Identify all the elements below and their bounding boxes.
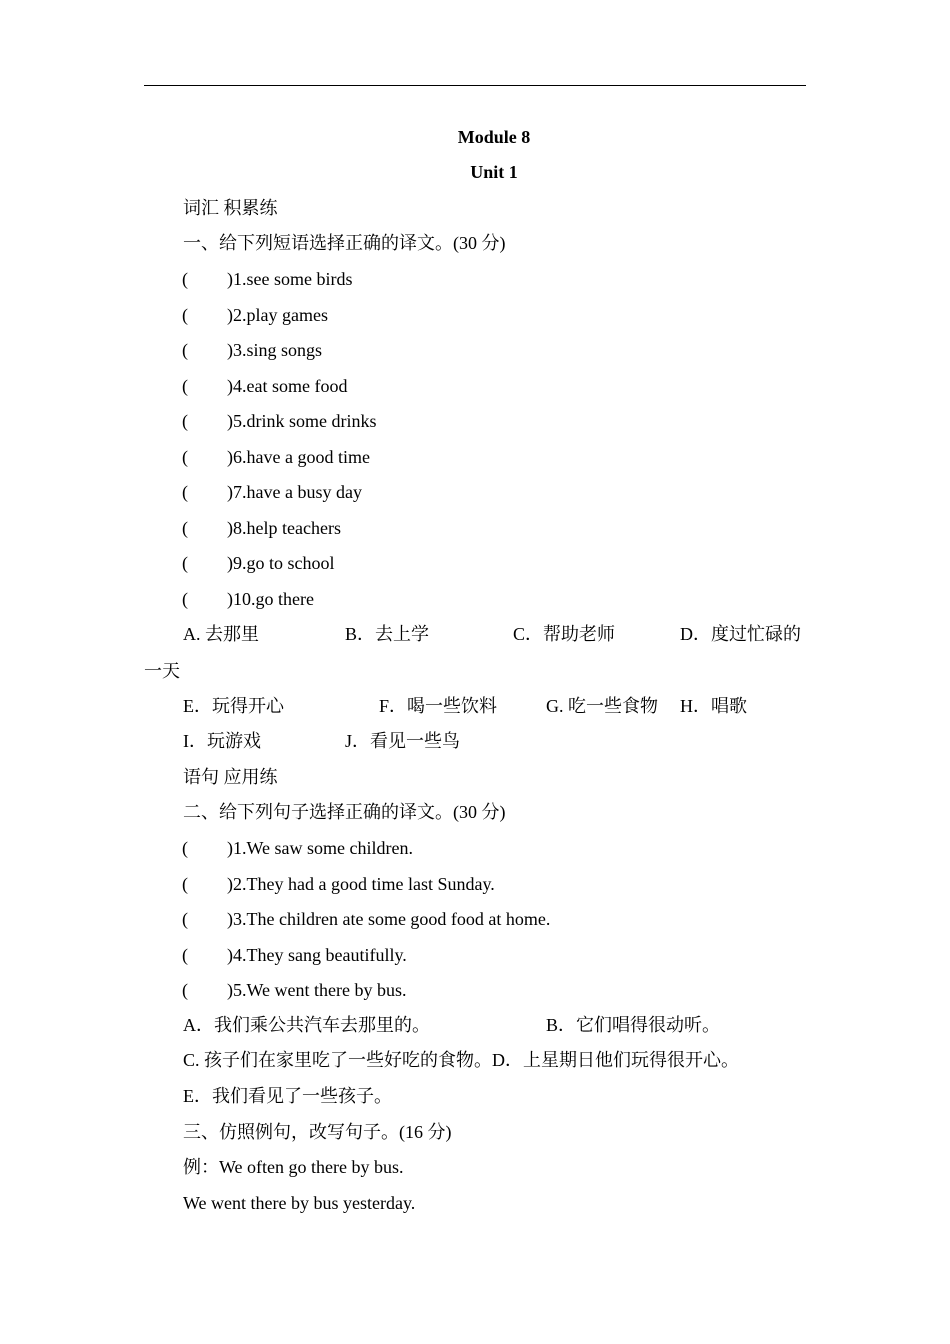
s1-option-j: J．看见一些鸟 (345, 731, 461, 751)
s1-option-d: D．度过忙碌的 (680, 624, 801, 644)
s1-option-g: G. 吃一些食物 (546, 696, 658, 716)
answer-blank[interactable]: ( (182, 517, 188, 538)
answer-blank[interactable]: ( (182, 482, 188, 502)
answer-blank[interactable]: ( (182, 944, 188, 965)
section2-item-text: 4.They sang beautifully. (233, 944, 407, 965)
section1-item (182, 445, 370, 469)
s1-option-d-cont: 一天 (144, 661, 180, 681)
section3-example: 例：We often go there by bus. (183, 1157, 404, 1177)
section1-item-text: 7.have a busy day (233, 482, 362, 502)
answer-blank[interactable]: ( (182, 375, 188, 396)
section2-title: 二、给下列句子选择正确的译文。(30 分) (183, 802, 506, 822)
answer-blank-close: ) (227, 269, 233, 289)
section1-item-text: 8.help teachers (233, 517, 341, 538)
answer-blank[interactable]: ( (182, 553, 188, 573)
section1-item (182, 338, 322, 362)
section2-item-text: 3.The children ate some good food at home. (233, 909, 551, 929)
unit-title: Unit 1 (470, 162, 518, 182)
answer-blank-close: ) (227, 446, 233, 467)
section1-item-text: 6.have a good time (233, 446, 370, 467)
s2-option-cd: C. 孩子们在家里吃了一些好吃的食物。D．上星期日他们玩得很开心。 (183, 1050, 740, 1070)
section1-item (182, 267, 352, 291)
section1-category: 词汇 积累练 (183, 198, 278, 218)
section2-item (182, 836, 413, 860)
answer-blank[interactable]: ( (182, 446, 188, 467)
s2-option-e: E．我们看见了一些孩子。 (183, 1086, 392, 1106)
s1-option-e: E．玩得开心 (183, 696, 284, 716)
s1-option-i: I．玩游戏 (183, 731, 261, 751)
answer-blank-close: ) (227, 304, 233, 325)
section1-title: 一、给下列短语选择正确的译文。(30 分) (183, 233, 506, 253)
answer-blank[interactable]: ( (182, 269, 188, 289)
module-title: Module 8 (457, 127, 531, 147)
answer-blank-close: ) (227, 482, 233, 502)
answer-blank-close: ) (227, 517, 233, 538)
top-rule (144, 85, 806, 86)
section3-title: 三、仿照例句，改写句子。(16 分) (183, 1122, 452, 1142)
s1-option-a: A. 去那里 (183, 624, 259, 644)
answer-blank[interactable]: ( (182, 980, 188, 1000)
section2-item (182, 943, 407, 967)
answer-blank-close: ) (227, 873, 233, 894)
answer-blank-close: ) (227, 944, 233, 965)
section2-item (182, 978, 407, 1002)
answer-blank-close: ) (227, 588, 233, 609)
section1-item-text: 5.drink some drinks (233, 411, 377, 431)
s2-option-b: B．它们唱得很动听。 (546, 1015, 721, 1035)
answer-blank-close: ) (227, 838, 233, 858)
section1-item (182, 551, 335, 575)
answer-blank-close: ) (227, 909, 233, 929)
answer-blank[interactable]: ( (182, 411, 188, 431)
answer-blank-close: ) (227, 980, 233, 1000)
section1-item (182, 303, 328, 327)
section1-item-text: 10.go there (233, 588, 314, 609)
answer-blank[interactable]: ( (182, 873, 188, 894)
section1-item-text: 1.see some birds (233, 269, 353, 289)
section2-item-text: 5.We went there by bus. (233, 980, 407, 1000)
s2-option-a: A．我们乘公共汽车去那里的。 (183, 1015, 430, 1035)
s1-option-b: B．去上学 (345, 624, 430, 644)
s1-option-c: C．帮助老师 (513, 624, 616, 644)
answer-blank[interactable]: ( (182, 340, 188, 360)
section1-item (182, 516, 341, 540)
section1-item-text: 9.go to school (233, 553, 335, 573)
answer-blank[interactable]: ( (182, 909, 188, 929)
section2-item (182, 872, 495, 896)
section1-item (182, 409, 377, 433)
answer-blank-close: ) (227, 340, 233, 360)
answer-blank[interactable]: ( (182, 838, 188, 858)
section1-item (182, 587, 314, 611)
answer-blank-close: ) (227, 375, 233, 396)
section1-item-text: 4.eat some food (233, 375, 348, 396)
section2-category: 语句 应用练 (183, 767, 278, 787)
section1-item-text: 3.sing songs (233, 340, 323, 360)
section1-item-text: 2.play games (233, 304, 328, 325)
section1-item (182, 480, 362, 504)
section2-item-text: 2.They had a good time last Sunday. (233, 873, 495, 894)
section1-item (182, 374, 347, 398)
section2-item-text: 1.We saw some children. (233, 838, 413, 858)
answer-blank[interactable]: ( (182, 304, 188, 325)
section2-item (182, 907, 550, 931)
s1-option-h: H．唱歌 (680, 696, 747, 716)
answer-blank-close: ) (227, 553, 233, 573)
s1-option-f: F．喝一些饮料 (379, 696, 498, 716)
section3-example-answer: We went there by bus yesterday. (183, 1193, 416, 1213)
answer-blank-close: ) (227, 411, 233, 431)
answer-blank[interactable]: ( (182, 588, 188, 609)
